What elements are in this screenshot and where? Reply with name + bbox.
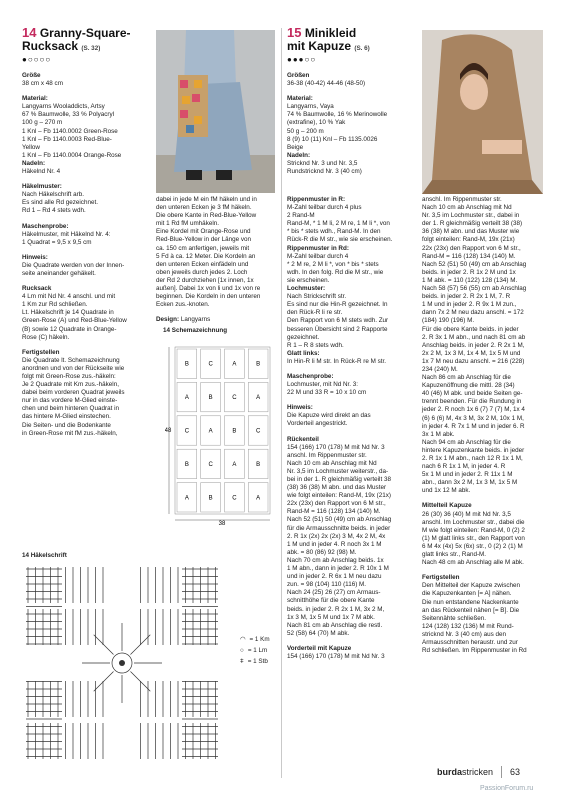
text-line: 22x (23x) den Rapport von 6 M str., [422, 244, 521, 252]
text-line: Nach 52 (51) 50 (49) cm ab Anschlag [422, 260, 527, 268]
text-line: 1 Knl – Fb 1140.0002 Green-Rose [22, 127, 118, 135]
crochet-chart-drawing [22, 563, 222, 763]
text-line: außen]. Dabei 1x von li und 1x von re [156, 285, 261, 293]
text-line: Vorderteil angestrickt. [287, 420, 348, 428]
text-line: (B) sowie 12 Quadrate in Orange- [22, 325, 117, 333]
section-label: Nadeln: [287, 151, 311, 159]
text-line: Rand-M = 116 (128) 134 (140) M. [422, 252, 516, 260]
text-line: anordnen und von der Rückseite wie [22, 364, 125, 372]
text-line: Die Kapuze wird direkt an das [287, 412, 371, 420]
text-line: schnitthöhe für die obere Kante [287, 597, 375, 605]
text-line: 5 Fd à ca. 12 Meter. Die Kordeln an [156, 252, 256, 260]
section-label: Lochmuster: [287, 285, 326, 293]
text-line: 50 g – 200 m [287, 127, 324, 135]
text-line: Langyarns Wooladdicts, Artsy [22, 103, 105, 111]
text-line: M-Zahl teilbar durch 4 plus [287, 204, 362, 212]
text-line: nach 6 R 1x 1 M, in jeder 4. R [422, 463, 506, 471]
text-line: folgt mit Green-Rose zus.-häkeln: [22, 373, 116, 380]
text-line: folgt einteilen: Rand-M, 19x (21x) [422, 236, 515, 244]
dress-photo-illustration [422, 30, 543, 194]
magazine-brand [437, 768, 493, 776]
text-line: (6) 6 (6) M, 4x 3 M, 3x 2 M, 10x 1 M, [422, 414, 524, 422]
text-line: der Rd 2 durchziehen [1x innen, 1x [156, 276, 254, 284]
pattern-15-header [287, 26, 407, 65]
page-footer [437, 766, 520, 778]
section-label: Glatt links: [287, 349, 320, 357]
text-line: * 2 M re, 2 M li *, von * bis * stets [287, 260, 379, 268]
text-line: den unteren Ecken einfädeln und [156, 260, 249, 268]
schema-letter: B [184, 461, 189, 468]
text-line: Red-Blue-Yellow in der Länge von [156, 236, 251, 244]
schema-height-label: 48 [165, 428, 172, 434]
pattern-14-text-continued [156, 196, 281, 331]
schema-letter: A [232, 361, 237, 368]
section-label: Material: [22, 95, 48, 103]
text-line: Nach 94 cm ab Anschlag für die [422, 438, 511, 446]
text-line: nur in das vordere M-Glied einste- [22, 397, 118, 405]
text-line: dabei beim vorderen Quadrat jeweils [22, 389, 125, 397]
text-line: M wie folgt einteilen: Rand-M, 0 (2) 2 [422, 526, 525, 534]
text-line: Nr. 3,5 im Lochmuster str., dabei in [422, 212, 520, 220]
section-label: Design: [156, 316, 180, 324]
text-line: Armausschnitten heraustr. und zur [422, 638, 518, 646]
schema-letter: A [208, 428, 213, 435]
text-line: Nach Häkelschrift arb. [22, 191, 84, 199]
text-line: zun. = 98 (104) 110 (116) M. [287, 581, 367, 589]
crochet-legend [240, 636, 290, 666]
text-line: Lt. Häkelschrift je 14 Quadrate in [22, 309, 114, 317]
schema-drawing [165, 337, 273, 527]
text-line: und in jeder 2. R 6x 1 M neu dazu [287, 573, 382, 581]
text-line: 2 Rand-M [287, 212, 315, 220]
text-line: 26 (30) 36 (40) M mit Nd Nr. 3,5 [422, 510, 511, 518]
text-line: chen und beim hinteren Quadrat in [22, 405, 119, 413]
schema-letter: B [208, 495, 213, 502]
section-label: Fertigstellen [422, 574, 460, 582]
text-line: (1) M glatt links str., den Rapport von [422, 534, 525, 542]
text-line: 1 M abn., dann in jeder 2. R 10x 1 M [287, 565, 389, 573]
text-line: anschl. Im Rippenmuster str. [287, 451, 367, 459]
text-line: wie folgt einteilen: Rand-M, 19x (21x) [287, 492, 391, 500]
text-line: Nach 86 cm ab Anschlag für die [422, 374, 511, 382]
text-line: sie erscheinen. [287, 276, 330, 284]
text-line: Nach 70 cm ab Anschlag beids. 1x [287, 556, 384, 564]
page-ref: (S. 6) [354, 45, 370, 52]
section-label: Nadeln: [22, 159, 46, 167]
schema-letter: B [256, 461, 261, 468]
schema-width-label: 38 [218, 521, 226, 527]
section-label: Rippenmuster in R: [287, 196, 346, 203]
text-line: 1 Knl – Fb 1140.0004 Orange-Rose [22, 151, 122, 159]
text-line: M-Zahl teilbar durch 4 [287, 252, 349, 260]
section-label: Hinweis: [22, 253, 48, 261]
pattern-title-line1: Minikleid [304, 26, 357, 40]
text-line: 3x 1 M abk. [422, 430, 455, 438]
text-line: 1x 7 M neu dazu anschl. = 216 (228) [422, 357, 525, 365]
schema-letter: B [208, 395, 213, 402]
schema-letter: A [256, 395, 261, 402]
crochet-chart [22, 563, 222, 763]
text-line: Stricknd Nr. 3 und Nr. 3,5 [287, 159, 358, 167]
section-label: Material: [287, 95, 313, 103]
designer-name: Langyarns [180, 316, 211, 324]
text-line: Für die obere Kante beids. in jeder [422, 325, 519, 333]
text-line: Die Seiten- und die Bodenkante [22, 421, 111, 429]
page-ref: (S. 32) [81, 45, 101, 52]
text-line: 1 M und in jeder 2. R 9x 1 M zun., [422, 301, 517, 309]
text-line: (extrafine), 10 % Yak [287, 119, 346, 127]
text-line: seite aneinander gehäkelt. [22, 269, 96, 277]
text-line: glatt links str., Rand-M. [422, 551, 487, 559]
text-line: 52 (58) 64 (70) M abk. [287, 629, 350, 637]
text-line: Eine Kordel mit Orange-Rose und [156, 228, 251, 236]
schema-letter: A [256, 495, 261, 502]
stitch-mark [94, 635, 114, 655]
text-line: Die Quadrate werden von der Innen- [22, 261, 125, 269]
text-line: Langyarns, Vaya [287, 103, 334, 111]
text-line: Rd schließen. Im Rippenmuster in Rd [422, 647, 527, 655]
text-line: 124 (128) 132 (136) M mit Rund- [422, 622, 514, 630]
size-value: 38 cm x 48 cm [22, 80, 63, 88]
section-label: Maschenprobe: [22, 222, 69, 230]
section-label: Häkelmuster: [22, 183, 62, 191]
text-line: 1 Km zur Rd schließen. [22, 301, 88, 309]
text-line: Nach 24 (25) 26 (27) cm Armaus- [287, 589, 381, 597]
double-crochet-icon: ǂ [240, 658, 244, 666]
text-line: Nach 52 (51) 50 (49) cm ab Anschlag [287, 516, 392, 524]
schema-letter: C [232, 395, 237, 402]
schema-letter: B [184, 361, 189, 368]
footer-divider [501, 766, 502, 778]
section-label: Rückenteil [287, 435, 319, 443]
schema-letter: C [208, 361, 213, 368]
text-line: Häkelnd Nr. 4 [22, 168, 61, 176]
section-label: Mittelteil Kapuze [422, 502, 472, 510]
photo-model-with-hooded-dress [422, 30, 543, 194]
column-divider [281, 28, 282, 778]
text-line: Nach 81 cm ab Anschlag die restl. [287, 621, 383, 629]
text-line: in Green-Rose mit fM zus.-häkeln, [22, 429, 118, 437]
schema-letter: C [208, 461, 213, 468]
text-line: beginnen. Die Kordeln in den unteren [156, 293, 261, 301]
text-line: Ecken zus.-knoten. [156, 301, 210, 309]
text-line: Nach Strickschrift str. [287, 293, 347, 301]
size-value: 36-38 (40-42) 44-46 (48-50) [287, 80, 366, 88]
text-line: (38) 36 (38) M abn. und das Muster [287, 484, 387, 492]
text-line: Rand-M = 116 (128) 134 (140) M. [287, 508, 381, 516]
photo-model-with-backpack [156, 30, 275, 193]
text-line: 8 (9) 10 (11) Knl – Fb 1135.0026 [287, 135, 378, 143]
section-label: Größe [22, 72, 41, 79]
text-line: 4 Lm mit Nd Nr. 4 anschl. und mit [22, 293, 116, 301]
text-line: gezeichnet. [287, 333, 320, 341]
text-line: Den Rapport von 6 M stets wdh. Zur [287, 317, 389, 325]
text-line: Yellow [22, 143, 40, 151]
text-line: In Hin-R li M str. In Rück-R re M str. [287, 357, 387, 365]
legend-item: = 1 Stb [247, 658, 268, 666]
schema-letter: B [232, 428, 237, 435]
watermark: PassionForum.ru [480, 785, 534, 792]
text-line: stricknd Nr. 3 (40 cm) aus den [422, 630, 506, 638]
text-line: Die obere Kante in Red-Blue-Yellow [156, 212, 257, 220]
schema-letter: A [184, 395, 189, 402]
text-line: 1 M abk. = 110 (122) 128 (134) M. [422, 276, 518, 284]
pattern-title-line2: mit Kapuze [287, 39, 352, 53]
text-line: Seitennähte schließen. [422, 614, 487, 622]
text-line: 2x 2 M, 1x 3 M, 1x 4 M, 1x 5 M und [422, 349, 521, 357]
chain-stitch-icon: ○ [240, 647, 244, 655]
text-line: und 1x 12 M abk. [422, 487, 471, 495]
text-line: das hintere M-Glied einstechen. [22, 413, 111, 421]
text-line: Rd 1 – Rd 4 stets wdh. [22, 207, 86, 215]
pattern-title-line1: Granny-Square- [39, 26, 131, 40]
text-line: Lochmuster, mit Nd Nr. 3: [287, 381, 359, 389]
text-line: Rück-R die M str., wie sie erscheinen. [287, 236, 393, 244]
text-line: Nach 58 (57) 56 (55) cm ab Anschlag [422, 285, 527, 293]
text-line: 36 (38) M abn. und das Muster wie [422, 228, 520, 236]
text-line: Nach 10 cm ab Anschlag mit Nd [422, 204, 512, 212]
section-label: Rucksack [22, 285, 52, 293]
text-line: für die Armausschnitte beids. in jeder [287, 524, 391, 532]
difficulty-rating: ●●●○○ [287, 55, 317, 64]
text-line: beids. in jeder 2. R 2x 1 M, 3x 2 M, [287, 605, 385, 613]
text-line: * bis * stets wdh., Rand-M. In den [287, 228, 381, 236]
text-line: R 1 – R 8 stets wdh. [287, 341, 344, 349]
text-line: 1 Knl – Fb 1140.0003 Red-Blue- [22, 135, 112, 143]
text-line: den Rück-R li re str. [287, 309, 343, 317]
text-line: dann 7x 2 M neu dazu anschl. = 172 [422, 309, 524, 317]
text-line: Rose (C) häkeln. [22, 333, 70, 341]
text-line: hintere Kapuzenkante beids. in jeder [422, 446, 525, 454]
text-line: 100 g – 270 m [22, 119, 63, 127]
pattern-15-text-continued [422, 196, 552, 662]
text-line: 22 M und 33 R = 10 x 10 cm [287, 389, 367, 397]
schema-label: 14 Schemazeichnung [163, 327, 228, 334]
text-line: Nr. 3,5 im Lochmuster weiterstr., da- [287, 467, 389, 475]
text-line: trennt beenden. Für die Rundung in [422, 398, 522, 406]
pattern-title-line2: Rucksack [22, 39, 79, 53]
text-line: wdh. In den folg. Rd die M str., wie [287, 268, 384, 276]
schema-letter: C [255, 428, 261, 435]
text-line: Je 2 Quadrate mit Km zus.-häkeln, [22, 381, 119, 389]
text-line: 67 % Baumwolle, 33 % Polyacryl [22, 111, 115, 119]
section-label: Fertigstellen [22, 348, 60, 356]
brand-bold: burda [437, 766, 463, 777]
text-line: der 1. R gleichmäßig verteilt 38 (38) [422, 220, 523, 228]
text-line: Die nun entstandene Nackenkante [422, 598, 519, 606]
pattern-14-text [22, 72, 150, 445]
text-line: besseren Übersicht sind 2 Rapporte [287, 325, 388, 333]
text-line: Rundstricknd Nr. 3 (40 cm) [287, 168, 362, 176]
text-line: Beige [287, 143, 304, 151]
text-line: (184) 190 (196) M. [422, 317, 475, 325]
difficulty-rating: ●○○○○ [22, 55, 52, 64]
text-line: 22x (23x) den Rapport von 6 M str., [287, 500, 386, 508]
text-line: ca. 150 cm anfertigen, jeweils mit [156, 244, 250, 252]
schema-letter: B [256, 361, 261, 368]
section-label: Vorderteil mit Kapuze [287, 644, 352, 652]
text-line: in jeder 4. R 7x 1 M und in jeder 6. R [422, 422, 525, 430]
text-line: bei in der 1. R gleichmäßig verteilt 38 [287, 476, 391, 483]
text-line: 154 (166) 170 (178) M mit Nd Nr. 3 [287, 652, 385, 660]
text-line: 1 Quadrat = 9,5 x 9,5 cm [22, 238, 92, 246]
page-number: 63 [510, 766, 521, 777]
text-line: anschl. Im Lochmuster str., dabei die [422, 518, 525, 526]
text-line: Häkelmuster, mit Häkelnd Nr. 4: [22, 230, 111, 238]
pattern-number: 14 [22, 25, 37, 40]
text-line: 154 (166) 170 (178) M mit Nd Nr. 3 [287, 443, 385, 451]
text-line: Nach 48 cm ab Anschlag alle M abk. [422, 559, 524, 567]
schema-letter: C [184, 428, 190, 435]
text-line: mit 1 Rd fM umhäkeln. [156, 220, 219, 228]
schema-letter: A [184, 495, 189, 502]
text-line: Anschlag beids. in jeder 2. R 2x 1 M, [422, 341, 525, 349]
section-label: Maschenprobe: [287, 372, 334, 380]
text-line: 1 M und in jeder 4. R noch 3x 1 M [287, 540, 382, 548]
pattern-number: 15 [287, 25, 302, 40]
text-line: Den Mittelteil der Kapuze zwischen [422, 582, 520, 590]
text-line: an das Rückenteil nähen [= B]. Die [422, 606, 520, 614]
text-line: dabei in jede M ein fM häkeln und in [156, 196, 257, 203]
text-line: 5x 1 M und in jeder 2. R 11x 1 M [422, 471, 513, 479]
section-label: Größen [287, 72, 310, 79]
schema-letter: C [232, 495, 237, 502]
schema-letter: A [232, 461, 237, 468]
legend-item: = 1 Km [249, 636, 270, 643]
stitch-mark [94, 671, 114, 691]
text-line: 234 (240) M. [422, 365, 458, 373]
section-label: Hinweis: [287, 404, 313, 412]
text-line: 2. R 1x (2x) 2x (2x) 3 M, 4x 2 M, 4x [287, 532, 386, 540]
legend-item: = 1 Lm [247, 647, 268, 655]
text-line: Rand-M, * 1 M li, 2 M re, 1 M li *, von [287, 220, 390, 228]
text-line: 2. R 3x 1 M abn., und nach 81 cm ab [422, 333, 526, 341]
text-line: 6 M 4x (4x) 5x (6x) str., 0 (2) 2 (1) M [422, 542, 523, 550]
text-line: den unteren Ecken je 3 fM häkeln. [156, 204, 252, 212]
text-line: jeder 2. R noch 1x 6 (7) 7 (7) M, 1x 4 [422, 406, 525, 414]
text-line: 40 (46) M abk. und beide Seiten ge- [422, 390, 523, 398]
schema-grid [165, 337, 273, 527]
pattern-14-header [22, 26, 142, 65]
pattern-15-text [287, 72, 417, 183]
section-label: Rippenmuster in Rd: [287, 244, 349, 252]
crochet-chart-label: 14 Häkelschrift [22, 552, 67, 559]
text-line: 2. R 1x 1 M abn., nach 12 R 1x 1 M, [422, 455, 523, 462]
text-line: Kapuzenöffnung die mittl. 28 (34) [422, 382, 515, 390]
text-line: die Kapuzenkanten [= A] nähen. [422, 590, 512, 598]
text-line: Green-Rose (A) und Red-Blue-Yellow [22, 317, 127, 325]
text-line: abn., dann 3x 2 M, 1x 3 M, 1x 5 M [422, 479, 518, 487]
text-line: beids. in jeder 2. R 2x 1 M, 7. R [422, 293, 511, 301]
brand-thin: stricken [462, 766, 494, 777]
text-line: Es sind alle Rd gezeichnet. [22, 199, 98, 207]
text-line: Nach 10 cm ab Anschlag mit Nd [287, 459, 377, 467]
text-line: Die Quadrate lt. Schemazeichnung [22, 356, 120, 364]
text-line: abk. = 80 (86) 92 (98) M. [287, 548, 357, 556]
pattern-15-text-main [287, 196, 417, 668]
text-line: oben jeweils durch jedes 2. Loch [156, 268, 248, 276]
slip-stitch-icon: ◠ [240, 636, 246, 643]
text-line: 74 % Baumwolle, 16 % Merinowolle [287, 111, 388, 119]
text-line: Es sind nur die Hin-R gezeichnet. In [287, 301, 388, 309]
backpack-photo-illustration [156, 30, 275, 193]
text-line: beids. in jeder 2. R 1x 2 M und 1x [422, 268, 516, 276]
text-line: 1x 3 M, 1x 5 M und 1x 7 M abk. [287, 613, 375, 621]
text-line: anschl. Im Rippenmuster str. [422, 196, 502, 203]
